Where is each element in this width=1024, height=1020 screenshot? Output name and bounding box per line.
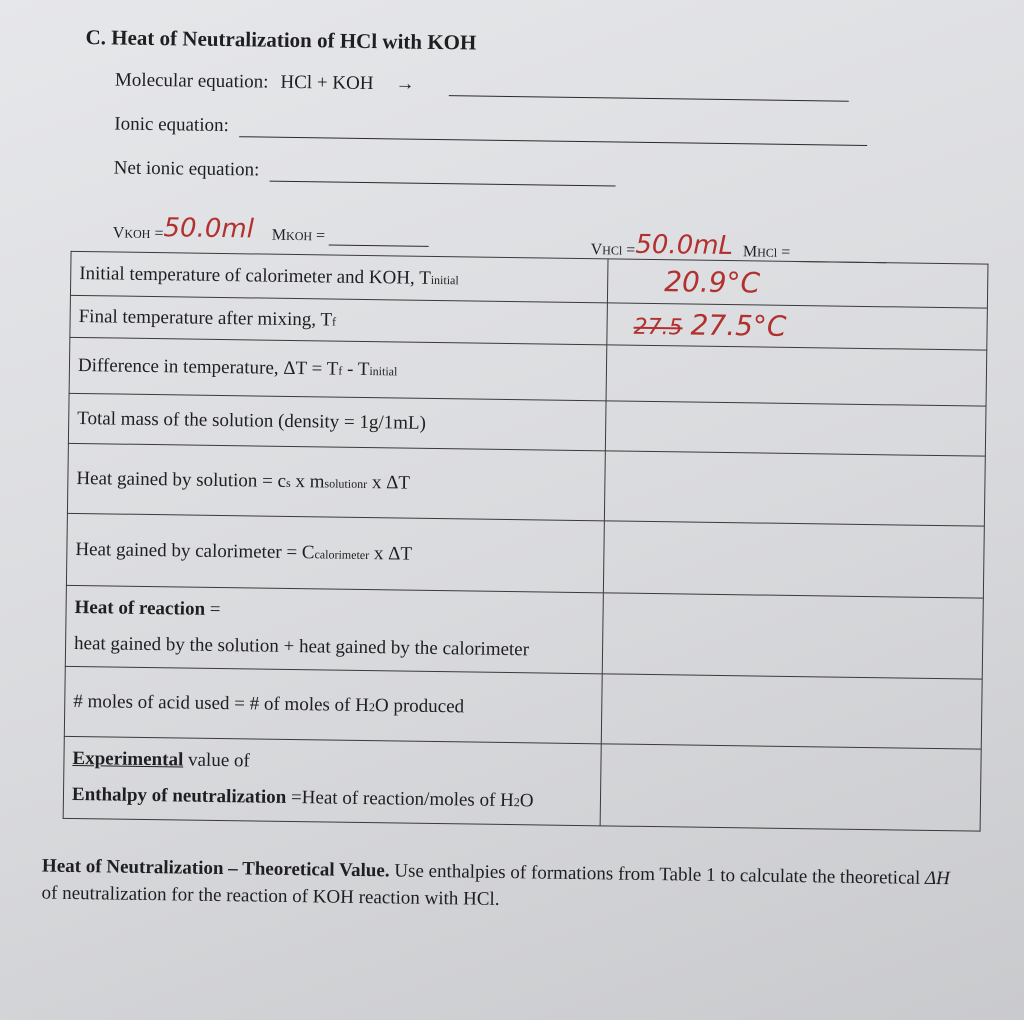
moles-acid-cell[interactable] [601,674,982,749]
v-hcl-handwritten-value: 50.0mL [635,229,734,262]
total-mass-label: Total mass of the solution (density = 1g/1mL) [68,393,606,450]
net-ionic-equation-blank[interactable] [269,163,615,187]
m-koh-blank[interactable] [329,228,429,246]
heat-calorimeter-cell[interactable] [603,521,984,598]
v-koh-label: VKOH = [112,224,164,243]
koh-volume-row [113,212,430,246]
initial-temperature-label: Initial temperature of calorimeter and KOH, Tinitial [70,251,608,302]
table-row [65,585,983,679]
molecular-equation-reactants: HCl + KOH [280,71,374,95]
net-ionic-equation-row [114,157,616,186]
heat-of-reaction-cell[interactable] [602,593,983,679]
final-temperature-label: Final temperature after mixing, Tf [70,295,608,344]
data-table [63,251,989,832]
table-row [63,736,981,831]
table-row [64,666,982,749]
ionic-equation-label: Ionic equation: [114,113,229,137]
temperature-difference-cell[interactable] [606,345,987,406]
heat-solution-cell[interactable] [604,451,985,526]
enthalpy-cell[interactable] [600,744,981,831]
v-koh-handwritten-value: 50.0ml [163,213,255,245]
ionic-equation-row [114,113,867,146]
worksheet-page [0,6,1010,1020]
temperature-difference-label: Difference in temperature, ΔT = Tf - Tinitial [69,337,607,400]
heat-calorimeter-label: Heat gained by calorimeter = Ccalorimeter x ΔT [66,513,604,592]
molecular-equation-row [115,69,849,101]
final-temperature-handwritten: 27.5°C [690,308,787,343]
total-mass-cell[interactable] [605,401,986,456]
initial-temperature-cell[interactable] [607,259,988,308]
net-ionic-equation-label: Net ionic equation: [113,157,260,181]
molecular-equation-blank[interactable] [448,77,848,102]
v-hcl-label: VHCl = [590,241,636,259]
m-koh-label: MKOH = [271,226,326,245]
final-temperature-struck: 27.5 [633,314,683,341]
m-hcl-label: MHCl = [742,243,791,261]
table-row [66,513,984,598]
initial-temperature-handwritten: 20.9°C [663,265,761,300]
theoretical-value-instructions: Heat of Neutralization – Theoretical Value. Use enthalpies of formations from Table 1 to calculate the theoretical ΔH of neutralization for the reaction of KOH reaction with HCl. [41,855,950,910]
section-title: C. Heat of Neutralization of HCl with KOH [85,25,477,55]
table-row [67,443,985,526]
molecular-equation-label: Molecular equation: [114,69,269,93]
heat-of-reaction-label: Heat of reaction = heat gained by the solution + heat gained by the calorimeter [65,585,603,673]
ionic-equation-blank[interactable] [239,118,867,146]
reaction-arrow-icon: → [395,73,415,95]
moles-acid-label: # moles of acid used = # of moles of H2O produced [64,666,602,743]
heat-solution-label: Heat gained by solution = cs x msolutionr x ΔT [67,443,605,520]
final-temperature-cell[interactable] [607,303,988,350]
enthalpy-label: Experimental value of Enthalpy of neutralization =Heat of reaction/moles of H2O [63,736,601,825]
